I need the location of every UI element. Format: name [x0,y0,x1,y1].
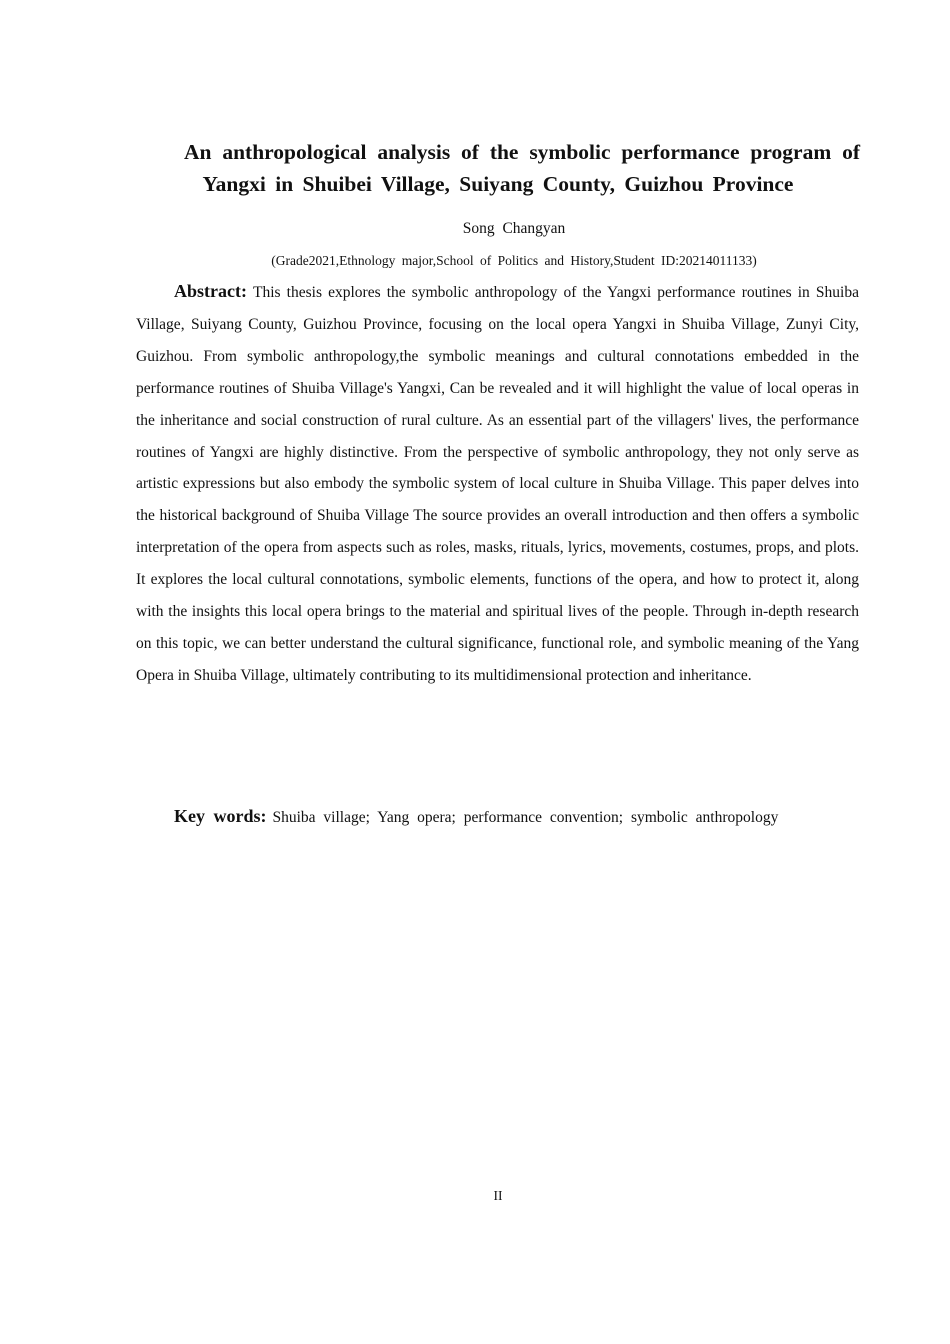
page-number: II [493,1188,503,1203]
paper-title: An anthropological analysis of the symbolic performance program of Yangxi in Shuibei Village, Suiyang County, Guizhou Province [184,140,860,196]
author-affiliation: (Grade2021,Ethnology major,School of Politics and History,Student ID:20214011133) [271,253,757,268]
author-name: Song Changyan [462,220,566,237]
abstract-label: Abstract: [174,281,247,301]
abstract-text: This thesis explores the symbolic anthropology of the Yangxi performance routines in Shuiba Village, Suiyang County, Guizhou Province, focusing on the local opera Yangxi in Shuiba Village, Zunyi City, Guizhou. From symbolic anthropology,the symbolic meanings and cultural connotations embedded in the performance routines of Shuiba Village's Yangxi, Can be revealed and it will highlight the value of local operas in the inheritance and social construction of rural culture. As an essential part of the villagers' lives, the performance routines of Yangxi are highly distinctive. From the perspective of symbolic anthropology, they not only serve as artistic expressions but also embody the symbolic system of local culture in Shuiba Village. This paper delves into the historical background of Shuiba Village The source provides an overall introduction and then offers a symbolic interpretation of the opera from aspects such as roles, masks, rituals, lyrics, movements, costumes, props, and plots. It explores the local cultural connotations, symbolic elements, functions of the opera, and how to protect it, along with the insights this local opera brings to the material and spiritual lives of the people. Through in-depth research on this topic, we can better understand the cultural significance, functional role, and symbolic meaning of the Yang Opera in Shuiba Village, ultimately contributing to its multidimensional protection and inheritance. [136,284,859,684]
abstract-paragraph [136,276,859,692]
keywords-label: Key words: [174,806,267,826]
keywords-paragraph [136,800,859,834]
keywords-text: Shuiba village; Yang opera; performance convention; symbolic anthropology [272,809,779,826]
